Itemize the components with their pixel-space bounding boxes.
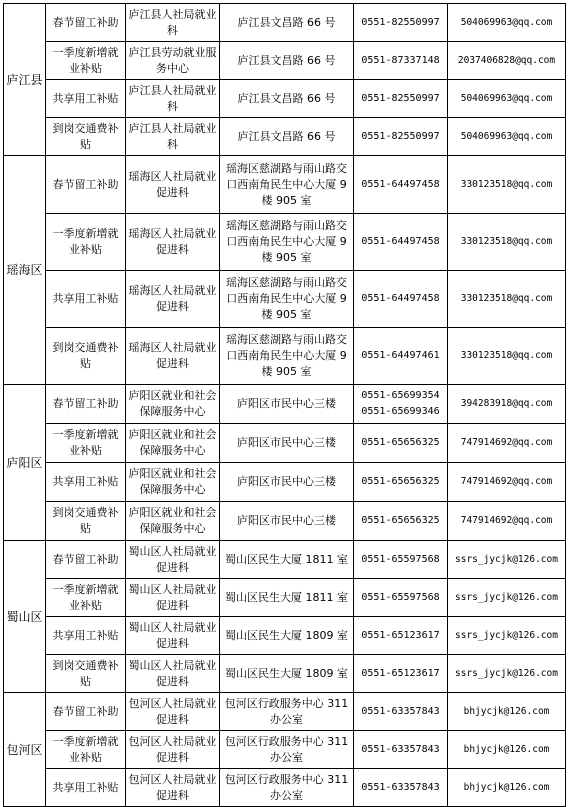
email-cell: 747914692@qq.com	[448, 424, 566, 463]
phone-cell: 0551-65656325	[354, 424, 448, 463]
table-row	[4, 655, 566, 693]
table-row	[4, 502, 566, 541]
table-row	[4, 424, 566, 463]
organization-cell: 庐江县劳动就业服务中心	[126, 42, 220, 80]
organization-cell: 庐阳区就业和社会保障服务中心	[126, 424, 220, 463]
district-cell: 瑶海区	[4, 156, 46, 385]
district-cell: 庐阳区	[4, 385, 46, 541]
subsidy-type-cell: 一季度新增就业补贴	[46, 731, 126, 769]
subsidy-type-cell: 春节留工补助	[46, 541, 126, 579]
phone-cell: 0551-64497458	[354, 156, 448, 214]
organization-cell: 庐阳区就业和社会保障服务中心	[126, 385, 220, 424]
subsidy-type-cell: 到岗交通费补贴	[46, 502, 126, 541]
email-cell: bhjycjk@126.com	[448, 731, 566, 769]
address-cell: 蜀山区民生大厦 1809 室	[220, 655, 354, 693]
phone-cell: 0551-65597568	[354, 579, 448, 617]
table-row	[4, 4, 566, 42]
address-cell: 庐江县文昌路 66 号	[220, 4, 354, 42]
email-cell: 747914692@qq.com	[448, 502, 566, 541]
subsidy-type-cell: 一季度新增就业补贴	[46, 42, 126, 80]
table-row	[4, 42, 566, 80]
address-cell: 瑶海区慈湖路与雨山路交口西南角民生中心大厦 9 楼 905 室	[220, 156, 354, 214]
email-cell: ssrs_jycjk@126.com	[448, 579, 566, 617]
table-row	[4, 693, 566, 731]
district-cell: 包河区	[4, 693, 46, 807]
phone-cell: 0551-65123617	[354, 617, 448, 655]
address-cell: 瑶海区慈湖路与雨山路交口西南角民生中心大厦 9 楼 905 室	[220, 328, 354, 385]
subsidy-contact-table	[3, 3, 566, 807]
organization-cell: 包河区人社局就业促进科	[126, 731, 220, 769]
subsidy-type-cell: 共享用工补贴	[46, 463, 126, 502]
subsidy-type-cell: 春节留工补助	[46, 156, 126, 214]
table-row	[4, 80, 566, 118]
subsidy-type-cell: 共享用工补贴	[46, 769, 126, 807]
subsidy-type-cell: 共享用工补贴	[46, 617, 126, 655]
subsidy-type-cell: 到岗交通费补贴	[46, 328, 126, 385]
table-body	[4, 4, 566, 807]
table-row	[4, 731, 566, 769]
subsidy-type-cell: 共享用工补贴	[46, 271, 126, 328]
organization-cell: 庐阳区就业和社会保障服务中心	[126, 502, 220, 541]
subsidy-type-cell: 到岗交通费补贴	[46, 655, 126, 693]
organization-cell: 蜀山区人社局就业促进科	[126, 655, 220, 693]
email-cell: ssrs_jycjk@126.com	[448, 541, 566, 579]
subsidy-type-cell: 共享用工补贴	[46, 80, 126, 118]
phone-cell: 0551-65656325	[354, 463, 448, 502]
phone-cell: 0551-82550997	[354, 4, 448, 42]
email-cell: 330123518@qq.com	[448, 214, 566, 271]
table-row	[4, 271, 566, 328]
phone-cell: 0551-65656325	[354, 502, 448, 541]
district-cell: 庐江县	[4, 4, 46, 156]
address-cell: 庐江县文昌路 66 号	[220, 118, 354, 156]
address-cell: 庐阳区市民中心三楼	[220, 385, 354, 424]
email-cell: 2037406828@qq.com	[448, 42, 566, 80]
address-cell: 庐江县文昌路 66 号	[220, 42, 354, 80]
email-cell: 504069963@qq.com	[448, 80, 566, 118]
table-row	[4, 617, 566, 655]
subsidy-type-cell: 一季度新增就业补贴	[46, 579, 126, 617]
organization-cell: 瑶海区人社局就业促进科	[126, 214, 220, 271]
organization-cell: 庐江县人社局就业科	[126, 80, 220, 118]
organization-cell: 庐阳区就业和社会保障服务中心	[126, 463, 220, 502]
phone-cell: 0551-63357843	[354, 769, 448, 807]
phone-cell: 0551-63357843	[354, 693, 448, 731]
email-cell: 504069963@qq.com	[448, 4, 566, 42]
email-cell: 394283918@qq.com	[448, 385, 566, 424]
address-cell: 庐江县文昌路 66 号	[220, 80, 354, 118]
organization-cell: 包河区人社局就业促进科	[126, 769, 220, 807]
table-row	[4, 118, 566, 156]
address-cell: 包河区行政服务中心 311 办公室	[220, 769, 354, 807]
address-cell: 蜀山区民生大厦 1809 室	[220, 617, 354, 655]
subsidy-type-cell: 春节留工补助	[46, 693, 126, 731]
subsidy-type-cell: 春节留工补助	[46, 4, 126, 42]
table-row	[4, 385, 566, 424]
address-cell: 庐阳区市民中心三楼	[220, 463, 354, 502]
table-row	[4, 579, 566, 617]
organization-cell: 瑶海区人社局就业促进科	[126, 271, 220, 328]
email-cell: bhjycjk@126.com	[448, 693, 566, 731]
phone-cell: 0551-64497458	[354, 271, 448, 328]
phone-cell: 0551-65699354 0551-65699346	[354, 385, 448, 424]
email-cell: 504069963@qq.com	[448, 118, 566, 156]
table-row	[4, 328, 566, 385]
table-row	[4, 463, 566, 502]
address-cell: 瑶海区慈湖路与雨山路交口西南角民生中心大厦 9 楼 905 室	[220, 271, 354, 328]
address-cell: 包河区行政服务中心 311 办公室	[220, 731, 354, 769]
address-cell: 蜀山区民生大厦 1811 室	[220, 579, 354, 617]
organization-cell: 瑶海区人社局就业促进科	[126, 156, 220, 214]
email-cell: bhjycjk@126.com	[448, 769, 566, 807]
email-cell: ssrs_jycjk@126.com	[448, 655, 566, 693]
phone-cell: 0551-64497461	[354, 328, 448, 385]
address-cell: 蜀山区民生大厦 1811 室	[220, 541, 354, 579]
organization-cell: 蜀山区人社局就业促进科	[126, 617, 220, 655]
email-cell: 330123518@qq.com	[448, 328, 566, 385]
address-cell: 瑶海区慈湖路与雨山路交口西南角民生中心大厦 9 楼 905 室	[220, 214, 354, 271]
subsidy-type-cell: 一季度新增就业补贴	[46, 424, 126, 463]
district-cell: 蜀山区	[4, 541, 46, 693]
email-cell: 330123518@qq.com	[448, 156, 566, 214]
subsidy-type-cell: 到岗交通费补贴	[46, 118, 126, 156]
phone-cell: 0551-65123617	[354, 655, 448, 693]
table-row	[4, 214, 566, 271]
subsidy-type-cell: 春节留工补助	[46, 385, 126, 424]
organization-cell: 庐江县人社局就业科	[126, 118, 220, 156]
address-cell: 庐阳区市民中心三楼	[220, 502, 354, 541]
table-row	[4, 541, 566, 579]
table-row	[4, 769, 566, 807]
address-cell: 庐阳区市民中心三楼	[220, 424, 354, 463]
phone-cell: 0551-64497458	[354, 214, 448, 271]
organization-cell: 庐江县人社局就业科	[126, 4, 220, 42]
email-cell: ssrs_jycjk@126.com	[448, 617, 566, 655]
phone-cell: 0551-82550997	[354, 80, 448, 118]
organization-cell: 蜀山区人社局就业促进科	[126, 579, 220, 617]
organization-cell: 蜀山区人社局就业促进科	[126, 541, 220, 579]
phone-cell: 0551-65597568	[354, 541, 448, 579]
phone-cell: 0551-87337148	[354, 42, 448, 80]
organization-cell: 瑶海区人社局就业促进科	[126, 328, 220, 385]
organization-cell: 包河区人社局就业促进科	[126, 693, 220, 731]
phone-cell: 0551-82550997	[354, 118, 448, 156]
table-row	[4, 156, 566, 214]
address-cell: 包河区行政服务中心 311 办公室	[220, 693, 354, 731]
email-cell: 330123518@qq.com	[448, 271, 566, 328]
email-cell: 747914692@qq.com	[448, 463, 566, 502]
phone-cell: 0551-63357843	[354, 731, 448, 769]
subsidy-type-cell: 一季度新增就业补贴	[46, 214, 126, 271]
